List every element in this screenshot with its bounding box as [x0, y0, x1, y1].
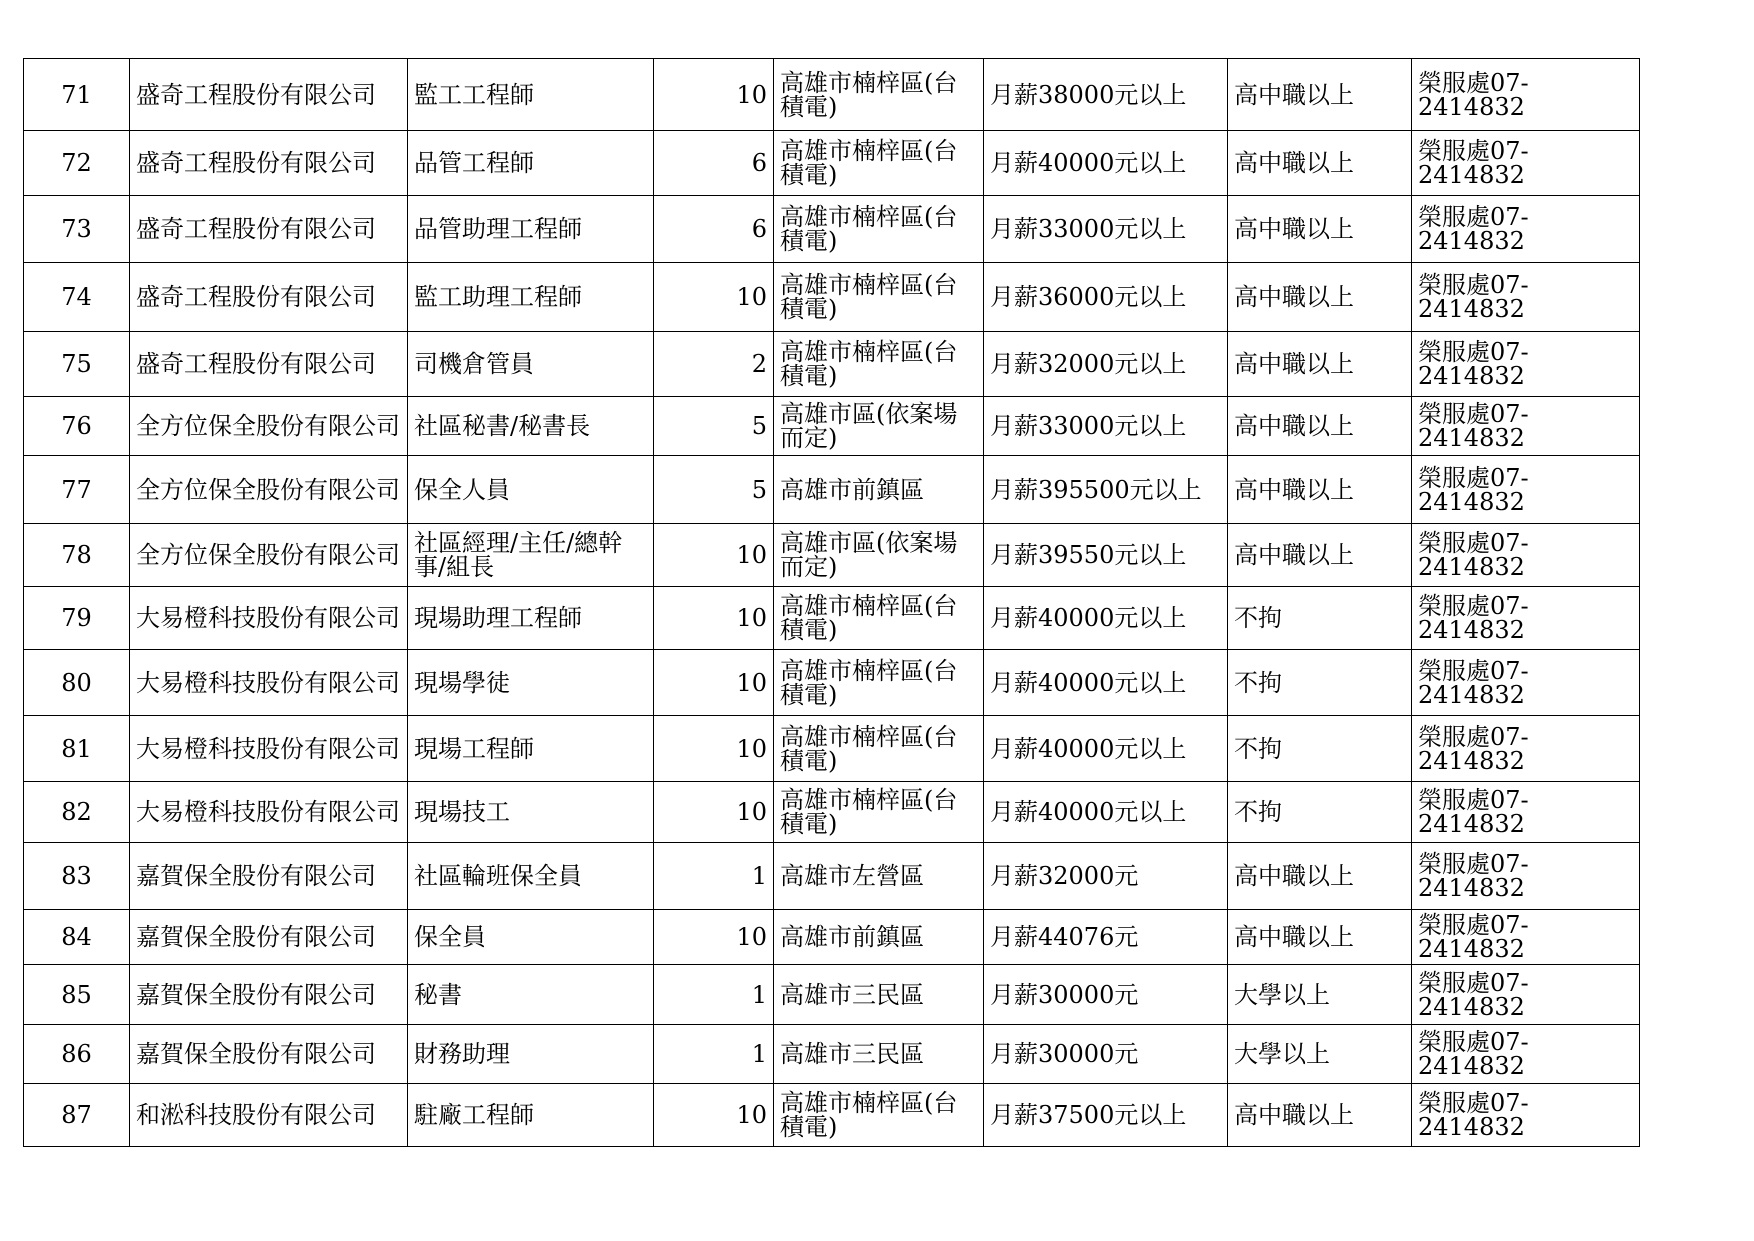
- position-title: 司機倉管員: [408, 332, 654, 397]
- position-title: 秘書: [408, 965, 654, 1025]
- education-requirement: 大學以上: [1228, 1025, 1412, 1084]
- headcount: 5: [654, 397, 774, 456]
- row-number: 78: [24, 524, 130, 587]
- row-number: 80: [24, 650, 130, 716]
- salary: 月薪30000元: [984, 965, 1228, 1025]
- table-row: [24, 332, 1640, 397]
- headcount: 10: [654, 910, 774, 965]
- table-row: [24, 843, 1640, 910]
- salary: 月薪37500元以上: [984, 1084, 1228, 1147]
- contact-info: 榮服處07-2414832: [1412, 1025, 1640, 1084]
- company-name: 盛奇工程股份有限公司: [130, 332, 408, 397]
- salary: 月薪33000元以上: [984, 196, 1228, 263]
- row-number: 74: [24, 263, 130, 332]
- education-requirement: 高中職以上: [1228, 524, 1412, 587]
- work-location: 高雄市楠梓區(台積電): [774, 263, 984, 332]
- position-title: 品管工程師: [408, 131, 654, 196]
- row-number: 84: [24, 910, 130, 965]
- row-number: 83: [24, 843, 130, 910]
- table-row: [24, 196, 1640, 263]
- contact-info: 榮服處07-2414832: [1412, 782, 1640, 843]
- table-row: [24, 650, 1640, 716]
- education-requirement: 高中職以上: [1228, 910, 1412, 965]
- work-location: 高雄市左營區: [774, 843, 984, 910]
- contact-info: 榮服處07-2414832: [1412, 716, 1640, 782]
- position-title: 品管助理工程師: [408, 196, 654, 263]
- salary: 月薪40000元以上: [984, 131, 1228, 196]
- salary: 月薪33000元以上: [984, 397, 1228, 456]
- table-row: [24, 782, 1640, 843]
- work-location: 高雄市區(依案場而定): [774, 397, 984, 456]
- position-title: 監工工程師: [408, 59, 654, 131]
- work-location: 高雄市楠梓區(台積電): [774, 782, 984, 843]
- education-requirement: 高中職以上: [1228, 59, 1412, 131]
- company-name: 嘉賀保全股份有限公司: [130, 1025, 408, 1084]
- table-row: [24, 965, 1640, 1025]
- headcount: 10: [654, 650, 774, 716]
- row-number: 76: [24, 397, 130, 456]
- table-row: [24, 524, 1640, 587]
- contact-info: 榮服處07-2414832: [1412, 196, 1640, 263]
- company-name: 盛奇工程股份有限公司: [130, 131, 408, 196]
- company-name: 嘉賀保全股份有限公司: [130, 910, 408, 965]
- table-row: [24, 131, 1640, 196]
- position-title: 現場助理工程師: [408, 587, 654, 650]
- education-requirement: 高中職以上: [1228, 843, 1412, 910]
- row-number: 77: [24, 456, 130, 524]
- work-location: 高雄市楠梓區(台積電): [774, 1084, 984, 1147]
- contact-info: 榮服處07-2414832: [1412, 397, 1640, 456]
- work-location: 高雄市區(依案場而定): [774, 524, 984, 587]
- company-name: 盛奇工程股份有限公司: [130, 196, 408, 263]
- table-row: [24, 1084, 1640, 1147]
- company-name: 大易橙科技股份有限公司: [130, 650, 408, 716]
- work-location: 高雄市楠梓區(台積電): [774, 59, 984, 131]
- table-row: [24, 587, 1640, 650]
- contact-info: 榮服處07-2414832: [1412, 843, 1640, 910]
- row-number: 87: [24, 1084, 130, 1147]
- work-location: 高雄市楠梓區(台積電): [774, 650, 984, 716]
- salary: 月薪39550元以上: [984, 524, 1228, 587]
- position-title: 社區秘書/秘書長: [408, 397, 654, 456]
- education-requirement: 高中職以上: [1228, 263, 1412, 332]
- headcount: 1: [654, 965, 774, 1025]
- education-requirement: 大學以上: [1228, 965, 1412, 1025]
- company-name: 全方位保全股份有限公司: [130, 524, 408, 587]
- job-listings-table: [23, 58, 1640, 1147]
- position-title: 財務助理: [408, 1025, 654, 1084]
- salary: 月薪40000元以上: [984, 650, 1228, 716]
- education-requirement: 高中職以上: [1228, 332, 1412, 397]
- work-location: 高雄市楠梓區(台積電): [774, 131, 984, 196]
- contact-info: 榮服處07-2414832: [1412, 59, 1640, 131]
- headcount: 10: [654, 587, 774, 650]
- table-row: [24, 456, 1640, 524]
- contact-info: 榮服處07-2414832: [1412, 650, 1640, 716]
- work-location: 高雄市三民區: [774, 965, 984, 1025]
- salary: 月薪395500元以上: [984, 456, 1228, 524]
- work-location: 高雄市前鎮區: [774, 910, 984, 965]
- table-row: [24, 910, 1640, 965]
- education-requirement: 高中職以上: [1228, 196, 1412, 263]
- position-title: 現場學徒: [408, 650, 654, 716]
- salary: 月薪32000元以上: [984, 332, 1228, 397]
- row-number: 75: [24, 332, 130, 397]
- contact-info: 榮服處07-2414832: [1412, 332, 1640, 397]
- contact-info: 榮服處07-2414832: [1412, 524, 1640, 587]
- headcount: 6: [654, 196, 774, 263]
- education-requirement: 不拘: [1228, 650, 1412, 716]
- row-number: 85: [24, 965, 130, 1025]
- company-name: 全方位保全股份有限公司: [130, 397, 408, 456]
- contact-info: 榮服處07-2414832: [1412, 1084, 1640, 1147]
- education-requirement: 不拘: [1228, 716, 1412, 782]
- headcount: 1: [654, 1025, 774, 1084]
- company-name: 大易橙科技股份有限公司: [130, 782, 408, 843]
- row-number: 73: [24, 196, 130, 263]
- contact-info: 榮服處07-2414832: [1412, 131, 1640, 196]
- headcount: 10: [654, 1084, 774, 1147]
- position-title: 保全人員: [408, 456, 654, 524]
- company-name: 嘉賀保全股份有限公司: [130, 965, 408, 1025]
- work-location: 高雄市楠梓區(台積電): [774, 196, 984, 263]
- row-number: 86: [24, 1025, 130, 1084]
- headcount: 10: [654, 716, 774, 782]
- contact-info: 榮服處07-2414832: [1412, 910, 1640, 965]
- position-title: 社區經理/主任/總幹事/組長: [408, 524, 654, 587]
- job-rows: [24, 59, 1640, 1147]
- row-number: 71: [24, 59, 130, 131]
- headcount: 10: [654, 59, 774, 131]
- company-name: 嘉賀保全股份有限公司: [130, 843, 408, 910]
- row-number: 82: [24, 782, 130, 843]
- contact-info: 榮服處07-2414832: [1412, 965, 1640, 1025]
- table-row: [24, 397, 1640, 456]
- work-location: 高雄市三民區: [774, 1025, 984, 1084]
- headcount: 10: [654, 782, 774, 843]
- position-title: 保全員: [408, 910, 654, 965]
- table-row: [24, 59, 1640, 131]
- row-number: 81: [24, 716, 130, 782]
- salary: 月薪40000元以上: [984, 587, 1228, 650]
- salary: 月薪38000元以上: [984, 59, 1228, 131]
- contact-info: 榮服處07-2414832: [1412, 456, 1640, 524]
- company-name: 盛奇工程股份有限公司: [130, 59, 408, 131]
- work-location: 高雄市前鎮區: [774, 456, 984, 524]
- company-name: 大易橙科技股份有限公司: [130, 587, 408, 650]
- education-requirement: 不拘: [1228, 587, 1412, 650]
- salary: 月薪36000元以上: [984, 263, 1228, 332]
- headcount: 2: [654, 332, 774, 397]
- table-row: [24, 263, 1640, 332]
- company-name: 全方位保全股份有限公司: [130, 456, 408, 524]
- salary: 月薪40000元以上: [984, 716, 1228, 782]
- education-requirement: 高中職以上: [1228, 456, 1412, 524]
- contact-info: 榮服處07-2414832: [1412, 587, 1640, 650]
- company-name: 盛奇工程股份有限公司: [130, 263, 408, 332]
- headcount: 6: [654, 131, 774, 196]
- education-requirement: 不拘: [1228, 782, 1412, 843]
- work-location: 高雄市楠梓區(台積電): [774, 332, 984, 397]
- education-requirement: 高中職以上: [1228, 131, 1412, 196]
- work-location: 高雄市楠梓區(台積電): [774, 587, 984, 650]
- position-title: 現場技工: [408, 782, 654, 843]
- headcount: 10: [654, 263, 774, 332]
- position-title: 監工助理工程師: [408, 263, 654, 332]
- table-row: [24, 716, 1640, 782]
- salary: 月薪30000元: [984, 1025, 1228, 1084]
- headcount: 5: [654, 456, 774, 524]
- company-name: 大易橙科技股份有限公司: [130, 716, 408, 782]
- position-title: 現場工程師: [408, 716, 654, 782]
- work-location: 高雄市楠梓區(台積電): [774, 716, 984, 782]
- position-title: 駐廠工程師: [408, 1084, 654, 1147]
- row-number: 79: [24, 587, 130, 650]
- headcount: 10: [654, 524, 774, 587]
- education-requirement: 高中職以上: [1228, 397, 1412, 456]
- salary: 月薪44076元: [984, 910, 1228, 965]
- table-row: [24, 1025, 1640, 1084]
- company-name: 和淞科技股份有限公司: [130, 1084, 408, 1147]
- salary: 月薪40000元以上: [984, 782, 1228, 843]
- education-requirement: 高中職以上: [1228, 1084, 1412, 1147]
- position-title: 社區輪班保全員: [408, 843, 654, 910]
- row-number: 72: [24, 131, 130, 196]
- contact-info: 榮服處07-2414832: [1412, 263, 1640, 332]
- headcount: 1: [654, 843, 774, 910]
- salary: 月薪32000元: [984, 843, 1228, 910]
